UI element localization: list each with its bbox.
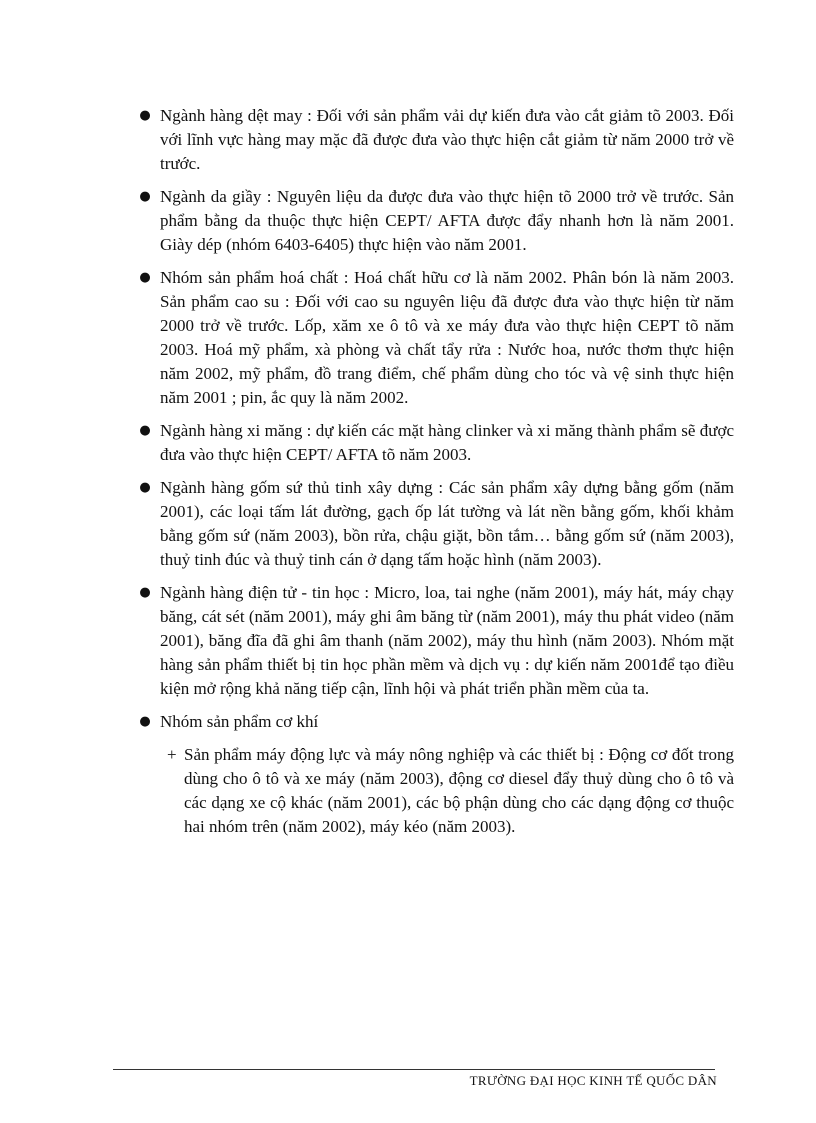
bullet-icon: ● [139,270,151,285]
footer-text: TRƯỜNG ĐẠI HỌC KINH TẾ QUỐC DÂN [469,1073,717,1088]
list-item-text: Nhóm sản phẩm hoá chất : Hoá chất hữu cơ là năm 2002. Phân bón là năm 2003. Sản phẩm cao su : Đối với cao su nguyên liệu đã được đưa vào thực hiện từ năm 2000 trở về trước. Lốp, xăm xe ô tô và xe máy đưa vào thực hiện CEPT tõ năm 2003. Hoá mỹ phẩm, xà phòng và chất tẩy rửa : Nước hoa, nước thơm thực hiện năm 2002, mỹ phẩm, đồ trang điểm, chế phẩm dùng cho tóc và vệ sinh thực hiện năm 2001 ; pin, ắc quy là năm 2002. [160,268,734,407]
list-item-leather [139,185,734,257]
plus-icon: + [167,745,177,764]
list-item-electronics [139,581,734,701]
list-item-text: Ngành hàng gốm sứ thủ tinh xây dựng : Các sản phẩm xây dựng bằng gốm (năm 2001), các loại tấm lát đường, gạch ốp lát tường và lát nền bằng gốm, khối khảm bằng gốm sứ (năm 2003), bồn rửa, chậu giặt, bồn tắm… bằng gốm sứ (năm 2003), thuỷ tinh đúc và thuỷ tinh cán ở dạng tấm hoặc hình (năm 2003). [160,478,734,569]
list-item-text: Ngành hàng điện tử - tin học : Micro, loa, tai nghe (năm 2001), máy hát, máy chạy băng, cát sét (năm 2001), máy ghi âm băng từ (năm 2001), máy thu phát video (năm 2001), băng đĩa đã ghi âm thanh (năm 2002), máy thu hình (năm 2003). Nhóm mặt hàng sản phẩm thiết bị tin học phần mềm và dịch vụ : dự kiến năm 2001để tạo điều kiện mở rộng khả năng tiếp cận, lĩnh hội và phát triển phần mềm của ta. [160,583,734,698]
list-item-text: Nhóm sản phẩm cơ khí [160,712,319,731]
list-item-ceramics [139,476,734,572]
bullet-icon: ● [139,585,151,600]
list-item-text: Ngành hàng dệt may : Đối với sản phẩm vải dự kiến đưa vào cắt giảm tõ 2003. Đối với lĩnh vực hàng may mặc đã được đưa vào thực hiện cắt giảm từ năm 2000 trở về trước. [160,106,734,173]
list-item-cement [139,419,734,467]
list-item-text: Ngành hàng xi măng : dự kiến các mặt hàng clinker và xi măng thành phẩm sẽ được đưa vào thực hiện CEPT/ AFTA tõ năm 2003. [160,421,734,464]
sub-item-engines [167,743,734,839]
list-item-text: Ngành da giầy : Nguyên liệu da được đưa vào thực hiện tõ 2000 trở về trước. Sản phẩm bằng da thuộc thực hiện CEPT/ AFTA được đẩy nhanh hơn là năm 2001. Giày dép (nhóm 6403-6405) thực hiện vào năm 2001. [160,187,734,254]
bullet-icon: ● [139,480,151,495]
bullet-icon: ● [139,714,151,729]
bullet-icon: ● [139,108,151,123]
list-item-textile [139,104,734,176]
sub-item-text: Sản phẩm máy động lực và máy nông nghiệp và các thiết bị : Động cơ đốt trong dùng cho ô tô và xe máy (năm 2003), động cơ diesel đẩy thuỷ dùng cho ô tô và các dạng xe cộ khác (năm 2001), các bộ phận dùng cho các dạng động cơ thuộc hai nhóm trên (năm 2002), máy kéo (năm 2003). [184,745,734,836]
bullet-icon: ● [139,423,151,438]
list-item-chemicals [139,266,734,410]
body-text [139,104,734,848]
footer-divider [113,1069,715,1070]
list-item-mechanical [139,710,734,839]
bullet-icon: ● [139,189,151,204]
